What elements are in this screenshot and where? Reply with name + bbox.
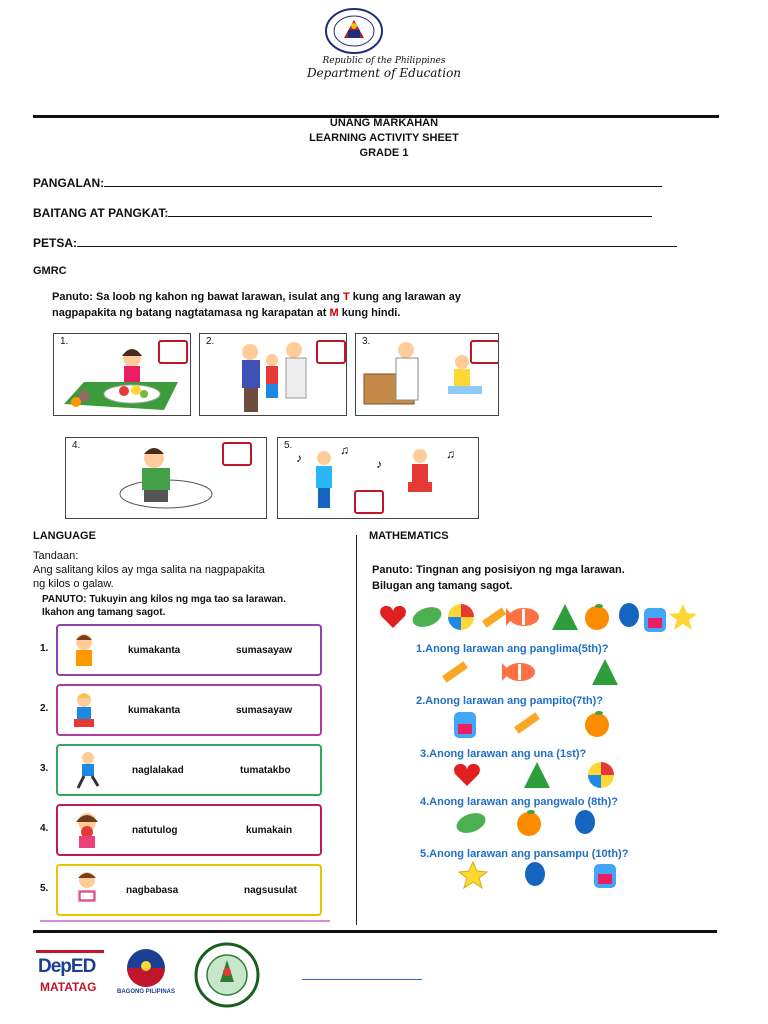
choice-a[interactable]: nagbabasa (126, 885, 179, 896)
date-input-line[interactable] (77, 236, 677, 247)
gmrc-title: GMRC (33, 265, 67, 277)
svg-text:♪: ♪ (296, 451, 302, 465)
math-question-1: 1.Anong larawan ang panglima(5th)? (416, 643, 609, 655)
orange-icon (585, 604, 609, 630)
tandaan-label: Tandaan: (33, 550, 79, 562)
date-label: PETSA: (33, 236, 78, 250)
republic-text: Republic of the Philippines (322, 56, 446, 66)
school-seal-logo (194, 942, 260, 1008)
footer-rule (33, 930, 717, 933)
triangle-icon (552, 604, 578, 630)
math-question-3: 3.Anong larawan ang una (1st)? (420, 748, 587, 760)
sheet-title: LEARNING ACTIVITY SHEET (309, 132, 459, 144)
choice-b[interactable]: sumasayaw (236, 705, 293, 716)
language-row-4: 4. natutulog kumakain (56, 804, 322, 856)
child-dancing-illustration (68, 690, 100, 730)
math-choices-2 (446, 708, 646, 740)
name-label: PANGALAN: (33, 176, 105, 190)
orange-icon[interactable] (585, 711, 609, 737)
backpack-icon[interactable] (594, 864, 616, 888)
pencil-icon[interactable] (514, 712, 540, 733)
choice-b[interactable]: nagsusulat (244, 885, 297, 896)
math-question-5: 5.Anong larawan ang pansampu (10th)? (420, 848, 629, 860)
triangle-icon[interactable] (524, 762, 550, 788)
heart-icon (380, 606, 406, 628)
column-divider (356, 535, 357, 925)
gmrc-picture-1: 1. (53, 333, 191, 416)
answer-box-3[interactable] (470, 340, 499, 364)
language-row-2: 2. kumakanta sumasayaw (56, 684, 322, 736)
gmrc-picture-5: 5. ♪ ♫ ♪ ♫ (277, 437, 479, 519)
math-choices-3 (450, 760, 630, 790)
child-reading-illustration (70, 870, 104, 910)
triangle-icon[interactable] (592, 659, 618, 685)
department-text: Department of Education (306, 66, 462, 80)
bagong-pilipinas-logo: BAGONG PILIPINAS (116, 948, 176, 1000)
pencil-icon[interactable] (442, 661, 468, 682)
answer-box-1[interactable] (158, 340, 188, 364)
balloon-icon[interactable] (575, 810, 595, 834)
grade-title: GRADE 1 (359, 147, 409, 159)
gmrc-picture-4: 4. (65, 437, 267, 519)
math-question-2: 2.Anong larawan ang pampito(7th)? (416, 695, 604, 707)
deped-seal-logo (324, 8, 384, 54)
svg-text:♫: ♫ (340, 443, 349, 457)
svg-text:♫: ♫ (446, 447, 455, 461)
math-choices-1 (436, 657, 636, 687)
name-field (33, 176, 662, 190)
math-question-4: 4.Anong larawan ang pangwalo (8th)? (420, 796, 619, 808)
choice-b[interactable]: kumakain (246, 825, 293, 836)
math-instructions: Panuto: Tingnan ang posisiyon ng mga larawan. Bilugan ang tamang sagot. (372, 564, 625, 592)
section-field (33, 206, 652, 220)
tandaan-note: Ang salitang kilos ay mga salita na nagpapakita ng kilos o galaw. (33, 564, 265, 590)
leaf-icon (410, 603, 444, 630)
fish-icon (506, 608, 539, 626)
balloon-icon (619, 603, 639, 627)
math-choices-4 (454, 808, 614, 838)
answer-box-2[interactable] (316, 340, 346, 364)
heart-icon[interactable] (454, 764, 480, 786)
quarter-title: UNANG MARKAHAN (329, 117, 439, 129)
math-sequence (376, 600, 700, 634)
ball-icon (448, 604, 474, 630)
mathematics-title: MATHEMATICS (369, 530, 449, 542)
language-title: LANGUAGE (33, 530, 96, 542)
choice-b[interactable]: tumatakbo (240, 765, 291, 776)
balloon-icon[interactable] (525, 862, 545, 886)
choice-a[interactable]: naglalakad (132, 765, 184, 776)
choice-a[interactable]: kumakanta (128, 645, 181, 656)
section-label: BAITANG AT PANGKAT: (33, 206, 169, 220)
gmrc-instructions: Panuto: Sa loob ng kahon ng bawat larawan, isulat ang T kung ang larawan ay nagpapakita ng batang nagtatamasa ng karapatan at M kung hindi. (52, 291, 461, 319)
star-icon (669, 604, 697, 630)
choice-a[interactable]: natutulog (132, 825, 178, 836)
star-icon[interactable] (459, 862, 487, 888)
pencil-icon (482, 607, 506, 627)
choice-b[interactable]: sumasayaw (236, 645, 293, 656)
backpack-icon (644, 608, 666, 632)
svg-text:♪: ♪ (376, 457, 382, 471)
gmrc-picture-3: 3. (355, 333, 499, 416)
choice-a[interactable]: kumakanta (128, 705, 181, 716)
orange-icon[interactable] (517, 810, 541, 836)
child-running-illustration (72, 750, 104, 790)
language-items (40, 624, 324, 922)
math-choices-5 (456, 860, 626, 890)
language-row-3: 3. naglalakad tumatakbo (56, 744, 322, 796)
child-eating-illustration (70, 810, 104, 850)
deped-matatag-logo: DepED MATATAG (36, 950, 104, 1000)
backpack-icon[interactable] (454, 712, 476, 738)
section-input-line[interactable] (168, 206, 652, 217)
language-row-1: 1. kumakanta sumasayaw (56, 624, 322, 676)
leaf-icon[interactable] (454, 809, 488, 836)
date-field (33, 236, 677, 250)
footer-link-line[interactable] (302, 979, 422, 980)
fish-icon[interactable] (502, 663, 535, 681)
child-singing-illustration (68, 630, 100, 670)
language-row-5: 5. nagbabasa nagsusulat (56, 864, 322, 916)
answer-box-4[interactable] (222, 442, 252, 466)
answer-box-5[interactable] (354, 490, 384, 514)
gmrc-picture-2: 2. (199, 333, 347, 416)
language-instructions: PANUTO: Tukuyin ang kilos ng mga tao sa larawan. Ikahon ang tamang sagot. (42, 594, 286, 618)
ball-icon[interactable] (588, 762, 614, 788)
name-input-line[interactable] (104, 176, 662, 187)
language-bottom-rule (40, 920, 330, 922)
